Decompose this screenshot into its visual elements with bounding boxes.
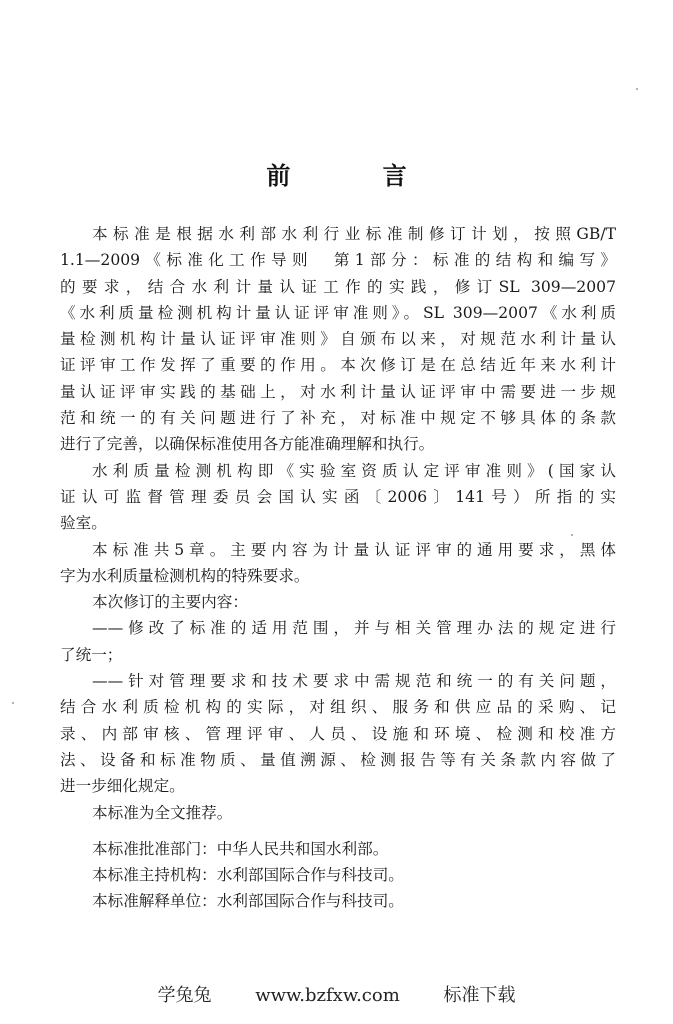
text-line: 本标准批准部门：中华人民共和国水利部。: [92, 839, 389, 858]
download-watermark: [0, 981, 673, 1007]
paragraph: [60, 589, 616, 615]
text-line: 法、设备和标准物质、量值溯源、检测报告等有关条款内容做了: [60, 750, 616, 769]
text-line: 本标准为全文推荐。: [92, 803, 233, 822]
document-body: [60, 221, 616, 915]
paragraph: [60, 836, 616, 862]
text-line: 结合水利质检机构的实际，对组织、服务和供应品的采购、记: [60, 698, 616, 717]
text-line: 本标准共5章。主要内容为计量认证评审的通用要求，黑体: [92, 540, 616, 559]
paragraph: [60, 458, 616, 537]
text-line: 证认可监督管理委员会国认实函〔2006〕141号）所指的实: [60, 487, 616, 506]
paragraph: [60, 888, 616, 914]
text-line: ——针对管理要求和技术要求中需规范和统一的有关问题，: [92, 672, 616, 691]
text-line: 本标准是根据水利部水利行业标准制修订计划，按照GB/T: [92, 225, 616, 243]
section-gap: [60, 826, 616, 836]
text-line: 了统一；: [60, 645, 123, 664]
paragraph: [60, 862, 616, 888]
text-line: 录、内部审核、管理评审、人员、设施和环境、检测和校准方: [60, 724, 616, 743]
scan-speck: [636, 88, 638, 90]
text-line: 进行了完善，以确保标准使用各方能准确理解和执行。: [60, 435, 435, 454]
text-line: 字为水利质量检测机构的特殊要求。: [60, 566, 310, 585]
page-title: 前 言: [266, 162, 449, 190]
scan-speck: [571, 534, 573, 536]
text-line: 本标准解释单位：水利部国际合作与科技司。: [92, 892, 404, 911]
paragraph: [60, 615, 616, 668]
paragraph: [60, 221, 616, 458]
text-line: 本标准主持机构：水利部国际合作与科技司。: [92, 866, 404, 885]
text-line: 量认证评审实践的基础上，对水利计量认证评审中需要进一步规: [60, 382, 616, 401]
text-line: 水利质量检测机构即《实验室资质认定评审准则》(国家认: [92, 461, 616, 480]
text-line: 《水利质量检测机构计量认证评审准则》。SL 309—2007《水利质: [60, 303, 616, 322]
paragraph: [60, 800, 616, 826]
watermark-slogan: 标准下载: [443, 985, 516, 1006]
text-line: 本次修订的主要内容：: [92, 593, 248, 612]
text-line: 证评审工作发挥了重要的作用。本次修订是在总结近年来水利计: [60, 356, 616, 375]
text-line: ——修改了标准的适用范围，并与相关管理办法的规定进行: [92, 619, 616, 638]
paragraph: [60, 537, 616, 590]
text-line: 1.1—2009《标准化工作导则 第1部分：标准的结构和编写》: [60, 251, 616, 270]
text-line: 量检测机构计量认证评审准则》自颁布以来，对规范水利计量认: [60, 330, 616, 349]
text-line: 范和统一的有关问题进行了补充，对标准中规定不够具体的条款: [60, 409, 616, 428]
paragraph: [60, 668, 616, 799]
scan-speck: [12, 702, 14, 704]
watermark-site-name: 学兔兔: [157, 985, 212, 1006]
text-line: 的要求，结合水利计量认证工作的实践，修订SL 309—2007: [60, 277, 616, 296]
text-line: 进一步细化规定。: [60, 777, 185, 796]
watermark-url[interactable]: www.bzfxw.com: [255, 985, 400, 1006]
text-line: 验室。: [60, 514, 107, 533]
